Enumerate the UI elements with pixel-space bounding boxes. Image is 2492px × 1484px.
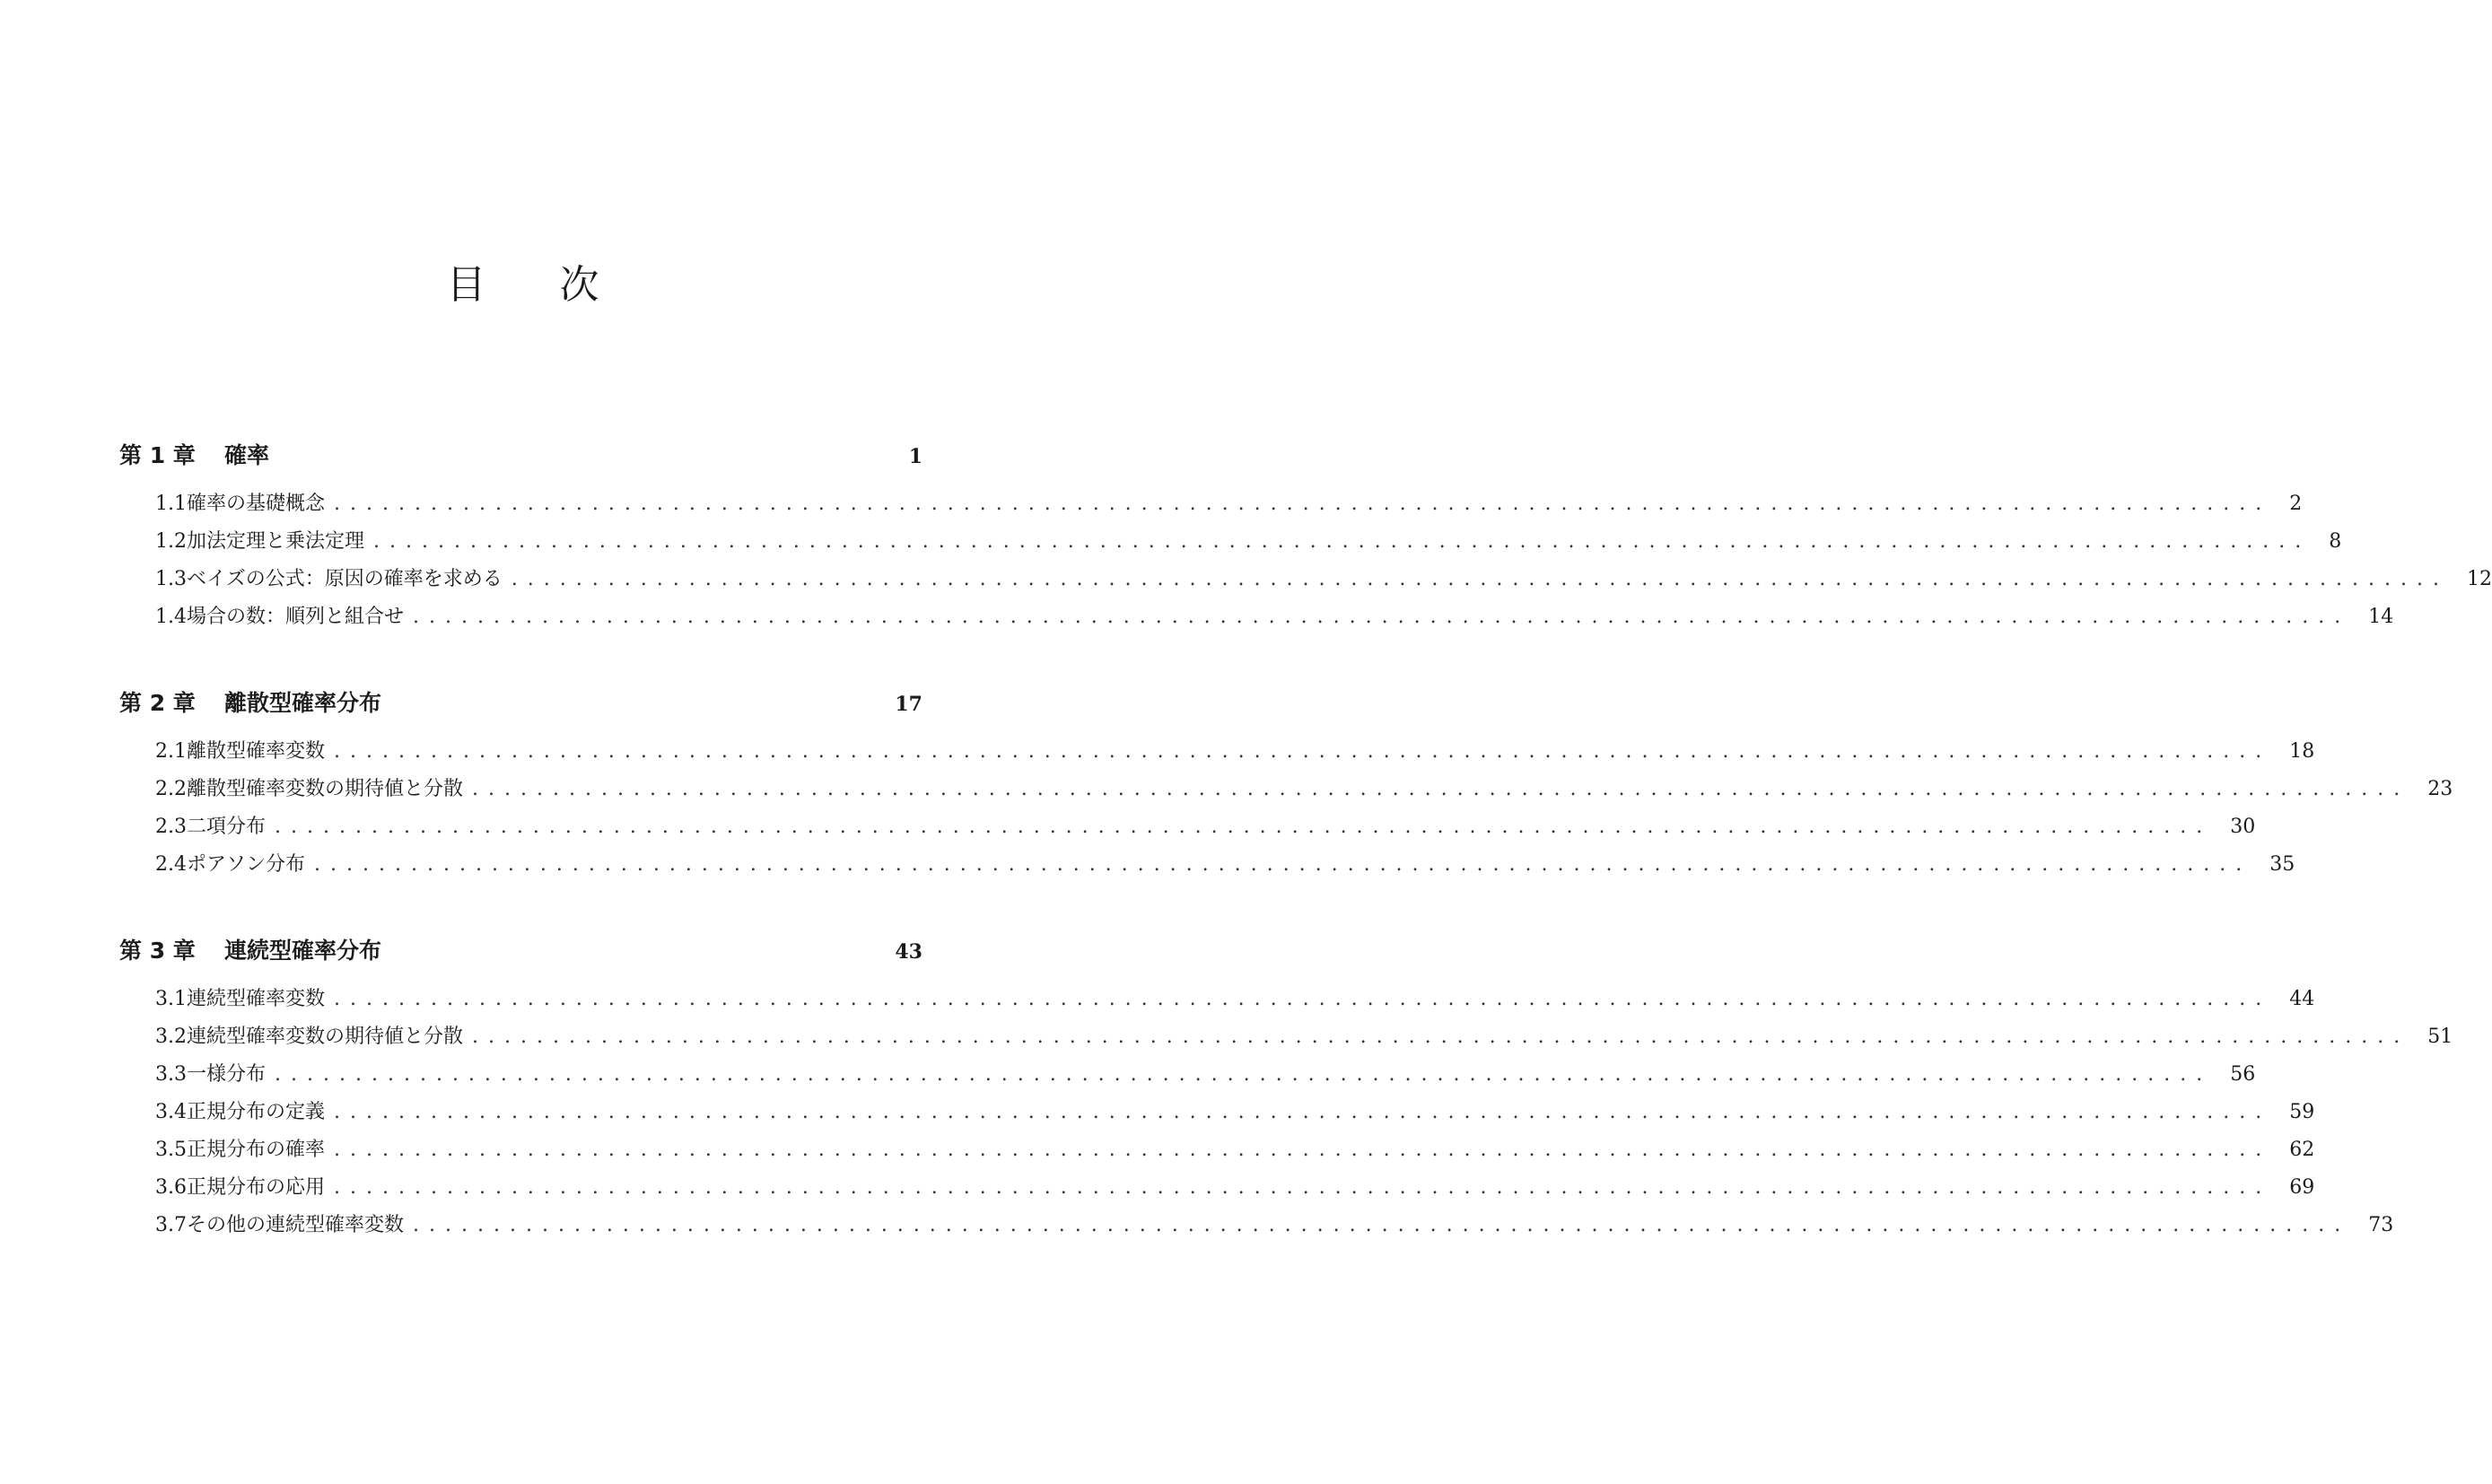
section-page: 73 — [2368, 1214, 2394, 1236]
section-page: 30 — [2230, 816, 2256, 838]
section-page: 2 — [2289, 493, 2303, 515]
chapter-heading[interactable] — [119, 438, 922, 474]
section-page: 59 — [2289, 1101, 2315, 1123]
title-char-1: 目 — [446, 262, 560, 308]
section-list — [119, 736, 2453, 886]
dot-leader: ........................................................................................................................ — [314, 853, 2252, 876]
section-page: 69 — [2289, 1176, 2315, 1199]
dot-leader: ........................................................................................................................ — [334, 988, 2272, 1010]
section-title: 場合の数：順列と組合せ — [187, 606, 405, 628]
section-row[interactable] — [119, 736, 2315, 773]
section-page: 35 — [2269, 853, 2295, 876]
section-row[interactable] — [119, 526, 2342, 563]
section-title: 正規分布の確率 — [187, 1139, 326, 1161]
dot-leader: ........................................................................................................................ — [334, 1176, 2272, 1199]
dot-leader: ........................................................................................................................ — [472, 1026, 2410, 1048]
section-row[interactable] — [119, 1209, 2394, 1247]
table-of-contents — [119, 438, 2492, 1294]
section-row[interactable] — [119, 1172, 2315, 1209]
section-title: 正規分布の定義 — [187, 1101, 326, 1123]
chapter-number: 第 2 章 — [119, 690, 196, 716]
chapter-heading[interactable] — [119, 933, 922, 969]
title-char-2: 次 — [559, 262, 673, 308]
dot-leader: ........................................................................................................................ — [373, 530, 2312, 553]
section-title: 連続型確率変数 — [187, 988, 326, 1010]
section-title: 確率の基礎概念 — [187, 493, 326, 515]
dot-leader: ........................................................................................................................ — [472, 778, 2410, 800]
section-number: 1.2 — [155, 530, 187, 553]
section-title: 連続型確率変数の期待値と分散 — [187, 1026, 464, 1048]
section-title: 離散型確率変数 — [187, 740, 326, 763]
section-number: 2.2 — [155, 778, 187, 800]
section-page: 23 — [2427, 778, 2453, 800]
section-number: 3.3 — [155, 1063, 187, 1086]
section-list — [119, 983, 2453, 1247]
dot-leader: ........................................................................................................................ — [334, 1101, 2272, 1123]
dot-leader: ........................................................................................................................ — [334, 493, 2272, 515]
section-row[interactable] — [119, 1096, 2315, 1134]
page-title — [0, 258, 1045, 312]
section-page: 44 — [2289, 988, 2315, 1010]
section-page: 51 — [2427, 1026, 2453, 1048]
section-number: 3.6 — [155, 1176, 187, 1199]
dot-leader: ........................................................................................................................ — [275, 1063, 2213, 1086]
section-page: 12 — [2466, 568, 2492, 590]
section-title: その他の連続型確率変数 — [187, 1214, 405, 1236]
section-row[interactable] — [119, 1134, 2315, 1172]
dot-leader: ........................................................................................................................ — [511, 568, 2449, 590]
section-row[interactable] — [119, 811, 2256, 849]
chapter-page: 1 — [908, 445, 922, 468]
chapter-heading[interactable] — [119, 685, 922, 721]
chapter-1 — [119, 438, 2492, 639]
dot-leader: ........................................................................................................................ — [275, 816, 2213, 838]
section-row[interactable] — [119, 773, 2453, 811]
section-row[interactable] — [119, 1059, 2256, 1096]
section-title: 正規分布の応用 — [187, 1176, 326, 1199]
section-title: 離散型確率変数の期待値と分散 — [187, 778, 464, 800]
section-title: 加法定理と乗法定理 — [187, 530, 365, 553]
section-title: ベイズの公式：原因の確率を求める — [187, 568, 503, 590]
section-row[interactable] — [119, 563, 2492, 601]
section-row[interactable] — [119, 849, 2295, 886]
dot-leader: ........................................................................................................................ — [334, 1139, 2272, 1161]
section-number: 2.1 — [155, 740, 187, 763]
dot-leader: ........................................................................................................................ — [413, 1214, 2351, 1236]
section-row[interactable] — [119, 601, 2394, 639]
section-number: 2.4 — [155, 853, 187, 876]
section-number: 3.2 — [155, 1026, 187, 1048]
section-number: 3.5 — [155, 1139, 187, 1161]
section-page: 14 — [2368, 606, 2394, 628]
section-number: 3.4 — [155, 1101, 187, 1123]
section-number: 2.3 — [155, 816, 187, 838]
dot-leader: ........................................................................................................................ — [413, 606, 2351, 628]
chapter-2 — [119, 685, 2453, 886]
section-title: 二項分布 — [187, 816, 267, 838]
section-title: 一様分布 — [187, 1063, 267, 1086]
section-number: 3.7 — [155, 1214, 187, 1236]
chapter-page: 43 — [895, 940, 922, 964]
section-row[interactable] — [119, 1021, 2453, 1059]
chapter-title: 離散型確率分布 — [224, 690, 382, 716]
section-page: 8 — [2329, 530, 2342, 553]
section-page: 56 — [2230, 1063, 2256, 1086]
chapter-number: 第 3 章 — [119, 938, 196, 964]
chapter-title: 連続型確率分布 — [224, 938, 382, 964]
section-row[interactable] — [119, 488, 2303, 526]
section-number: 1.3 — [155, 568, 187, 590]
dot-leader: ........................................................................................................................ — [334, 740, 2272, 763]
chapter-number: 第 1 章 — [119, 442, 196, 468]
chapter-title: 確率 — [224, 442, 270, 468]
section-page: 18 — [2289, 740, 2315, 763]
chapter-page: 17 — [895, 693, 922, 716]
section-page: 62 — [2289, 1139, 2315, 1161]
section-title: ポアソン分布 — [187, 853, 306, 876]
section-list — [119, 488, 2492, 639]
chapter-3 — [119, 933, 2453, 1247]
section-number: 1.1 — [155, 493, 187, 515]
section-number: 3.1 — [155, 988, 187, 1010]
section-number: 1.4 — [155, 606, 187, 628]
section-row[interactable] — [119, 983, 2315, 1021]
